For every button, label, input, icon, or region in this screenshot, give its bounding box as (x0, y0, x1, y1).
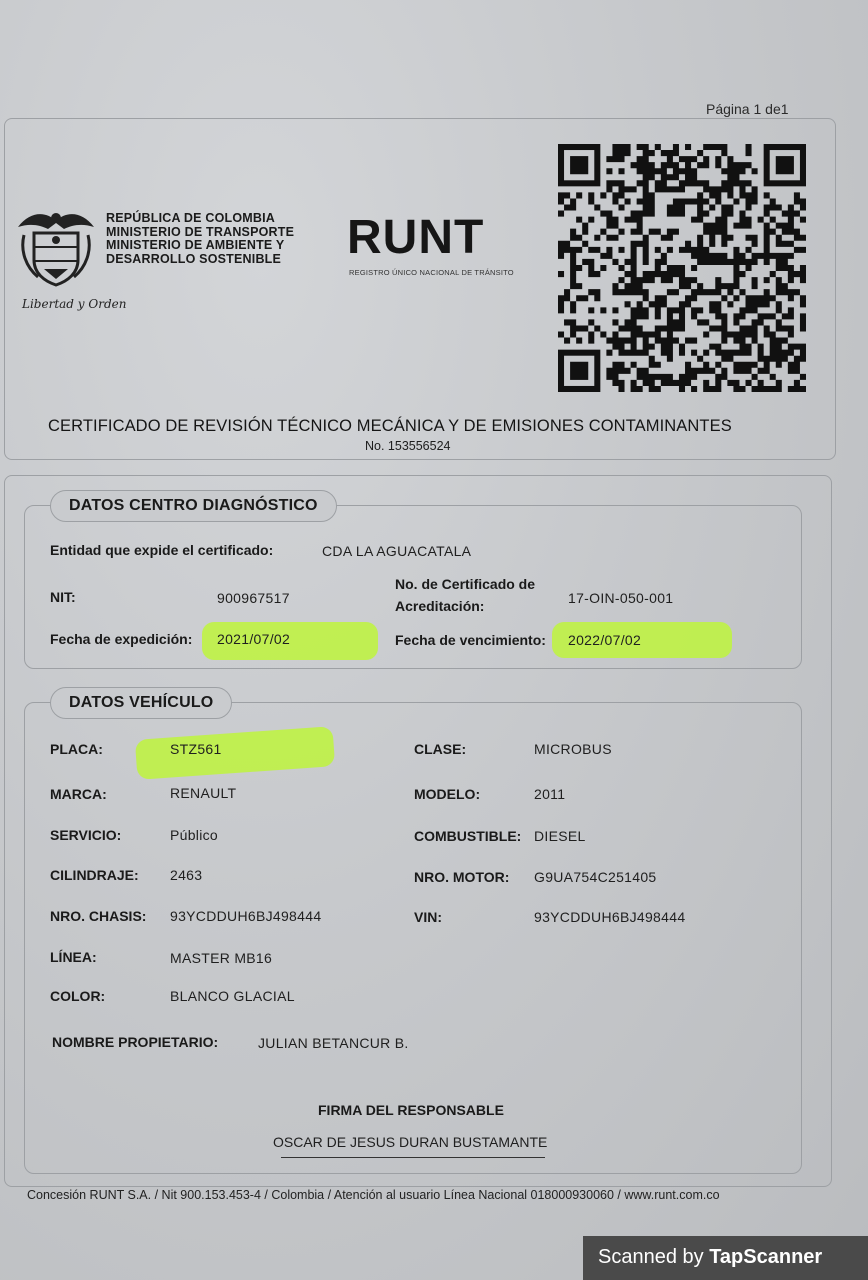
centro-section-title: DATOS CENTRO DIAGNÓSTICO (50, 490, 337, 522)
entidad-value: CDA LA AGUACATALA (322, 543, 472, 559)
watermark-prefix: Scanned by (598, 1246, 710, 1268)
acreditacion-label: No. de Certificado de (395, 576, 536, 592)
acreditacion-value: 17-OIN-050-001 (568, 590, 674, 606)
vehiculo-section-title: DATOS VEHÍCULO (50, 687, 232, 719)
motto-text: Libertad y Orden (22, 297, 127, 311)
linea-label: LÍNEA: (50, 949, 97, 965)
combustible-value: DIESEL (534, 828, 586, 844)
vin-label: VIN: (414, 909, 442, 925)
ministry-block (106, 212, 294, 266)
ministry-line: REPÚBLICA DE COLOMBIA (106, 211, 276, 225)
nit-value: 900967517 (217, 590, 290, 606)
modelo-label: MODELO: (414, 786, 481, 802)
runt-logo: RUNT (347, 211, 485, 264)
marca-label: MARCA: (50, 786, 107, 802)
qr-code-icon (558, 144, 806, 392)
signature-line (281, 1157, 545, 1158)
expedicion-value: 2021/07/02 (217, 631, 291, 647)
footer-text: Concesión RUNT S.A. / Nit 900.153.453-4 / Colombia / Atención al usuario Línea Nacional 018000930060 / www.runt.com.co (27, 1188, 720, 1202)
placa-label: PLACA: (50, 741, 103, 757)
placa-value: STZ561 (170, 741, 222, 757)
color-value: BLANCO GLACIAL (170, 988, 295, 1004)
ministry-line: MINISTERIO DE AMBIENTE Y (106, 238, 285, 252)
page-label: Página 1 de1 (706, 101, 789, 117)
chasis-value: 93YCDDUH6BJ498444 (170, 908, 322, 924)
propietario-value: JULIAN BETANCUR B. (258, 1035, 409, 1051)
clase-label: CLASE: (414, 741, 467, 757)
servicio-value: Público (170, 827, 219, 843)
certificate-title: CERTIFICADO DE REVISIÓN TÉCNICO MECÁNICA Y DE EMISIONES CONTAMINANTES (48, 417, 732, 435)
propietario-label: NOMBRE PROPIETARIO: (52, 1034, 219, 1050)
firma-name: OSCAR DE JESUS DURAN BUSTAMANTE (273, 1134, 548, 1150)
motor-value: G9UA754C251405 (534, 869, 657, 885)
clase-value: MICROBUS (534, 741, 612, 757)
vin-value: 93YCDDUH6BJ498444 (534, 909, 686, 925)
entidad-label: Entidad que expide el certificado: (50, 542, 274, 558)
marca-value: RENAULT (170, 785, 237, 801)
acreditacion-label: Acreditación: (395, 598, 485, 614)
motor-label: NRO. MOTOR: (414, 869, 510, 885)
firma-label: FIRMA DEL RESPONSABLE (318, 1102, 504, 1118)
coat-of-arms-icon (16, 205, 96, 291)
ministry-line: DESARROLLO SOSTENIBLE (106, 251, 282, 266)
cilindraje-label: CILINDRAJE: (50, 867, 139, 883)
servicio-label: SERVICIO: (50, 827, 122, 843)
vencimiento-value: 2022/07/02 (568, 632, 642, 648)
modelo-value: 2011 (534, 786, 566, 802)
certificate-number: No. 153556524 (365, 439, 451, 453)
watermark-brand: TapScanner (709, 1246, 823, 1268)
color-label: COLOR: (50, 988, 106, 1004)
scanner-watermark (583, 1236, 868, 1280)
combustible-label: COMBUSTIBLE: (414, 828, 522, 844)
nit-label: NIT: (50, 589, 76, 605)
expedicion-label: Fecha de expedición: (50, 631, 193, 647)
ministry-line: MINISTERIO DE TRANSPORTE (106, 224, 295, 239)
cilindraje-value: 2463 (170, 867, 203, 883)
runt-subtitle: REGISTRO ÚNICO NACIONAL DE TRÁNSITO (349, 268, 514, 277)
chasis-label: NRO. CHASIS: (50, 908, 147, 924)
linea-value: MASTER MB16 (170, 950, 273, 966)
vencimiento-label: Fecha de vencimiento: (395, 632, 546, 648)
